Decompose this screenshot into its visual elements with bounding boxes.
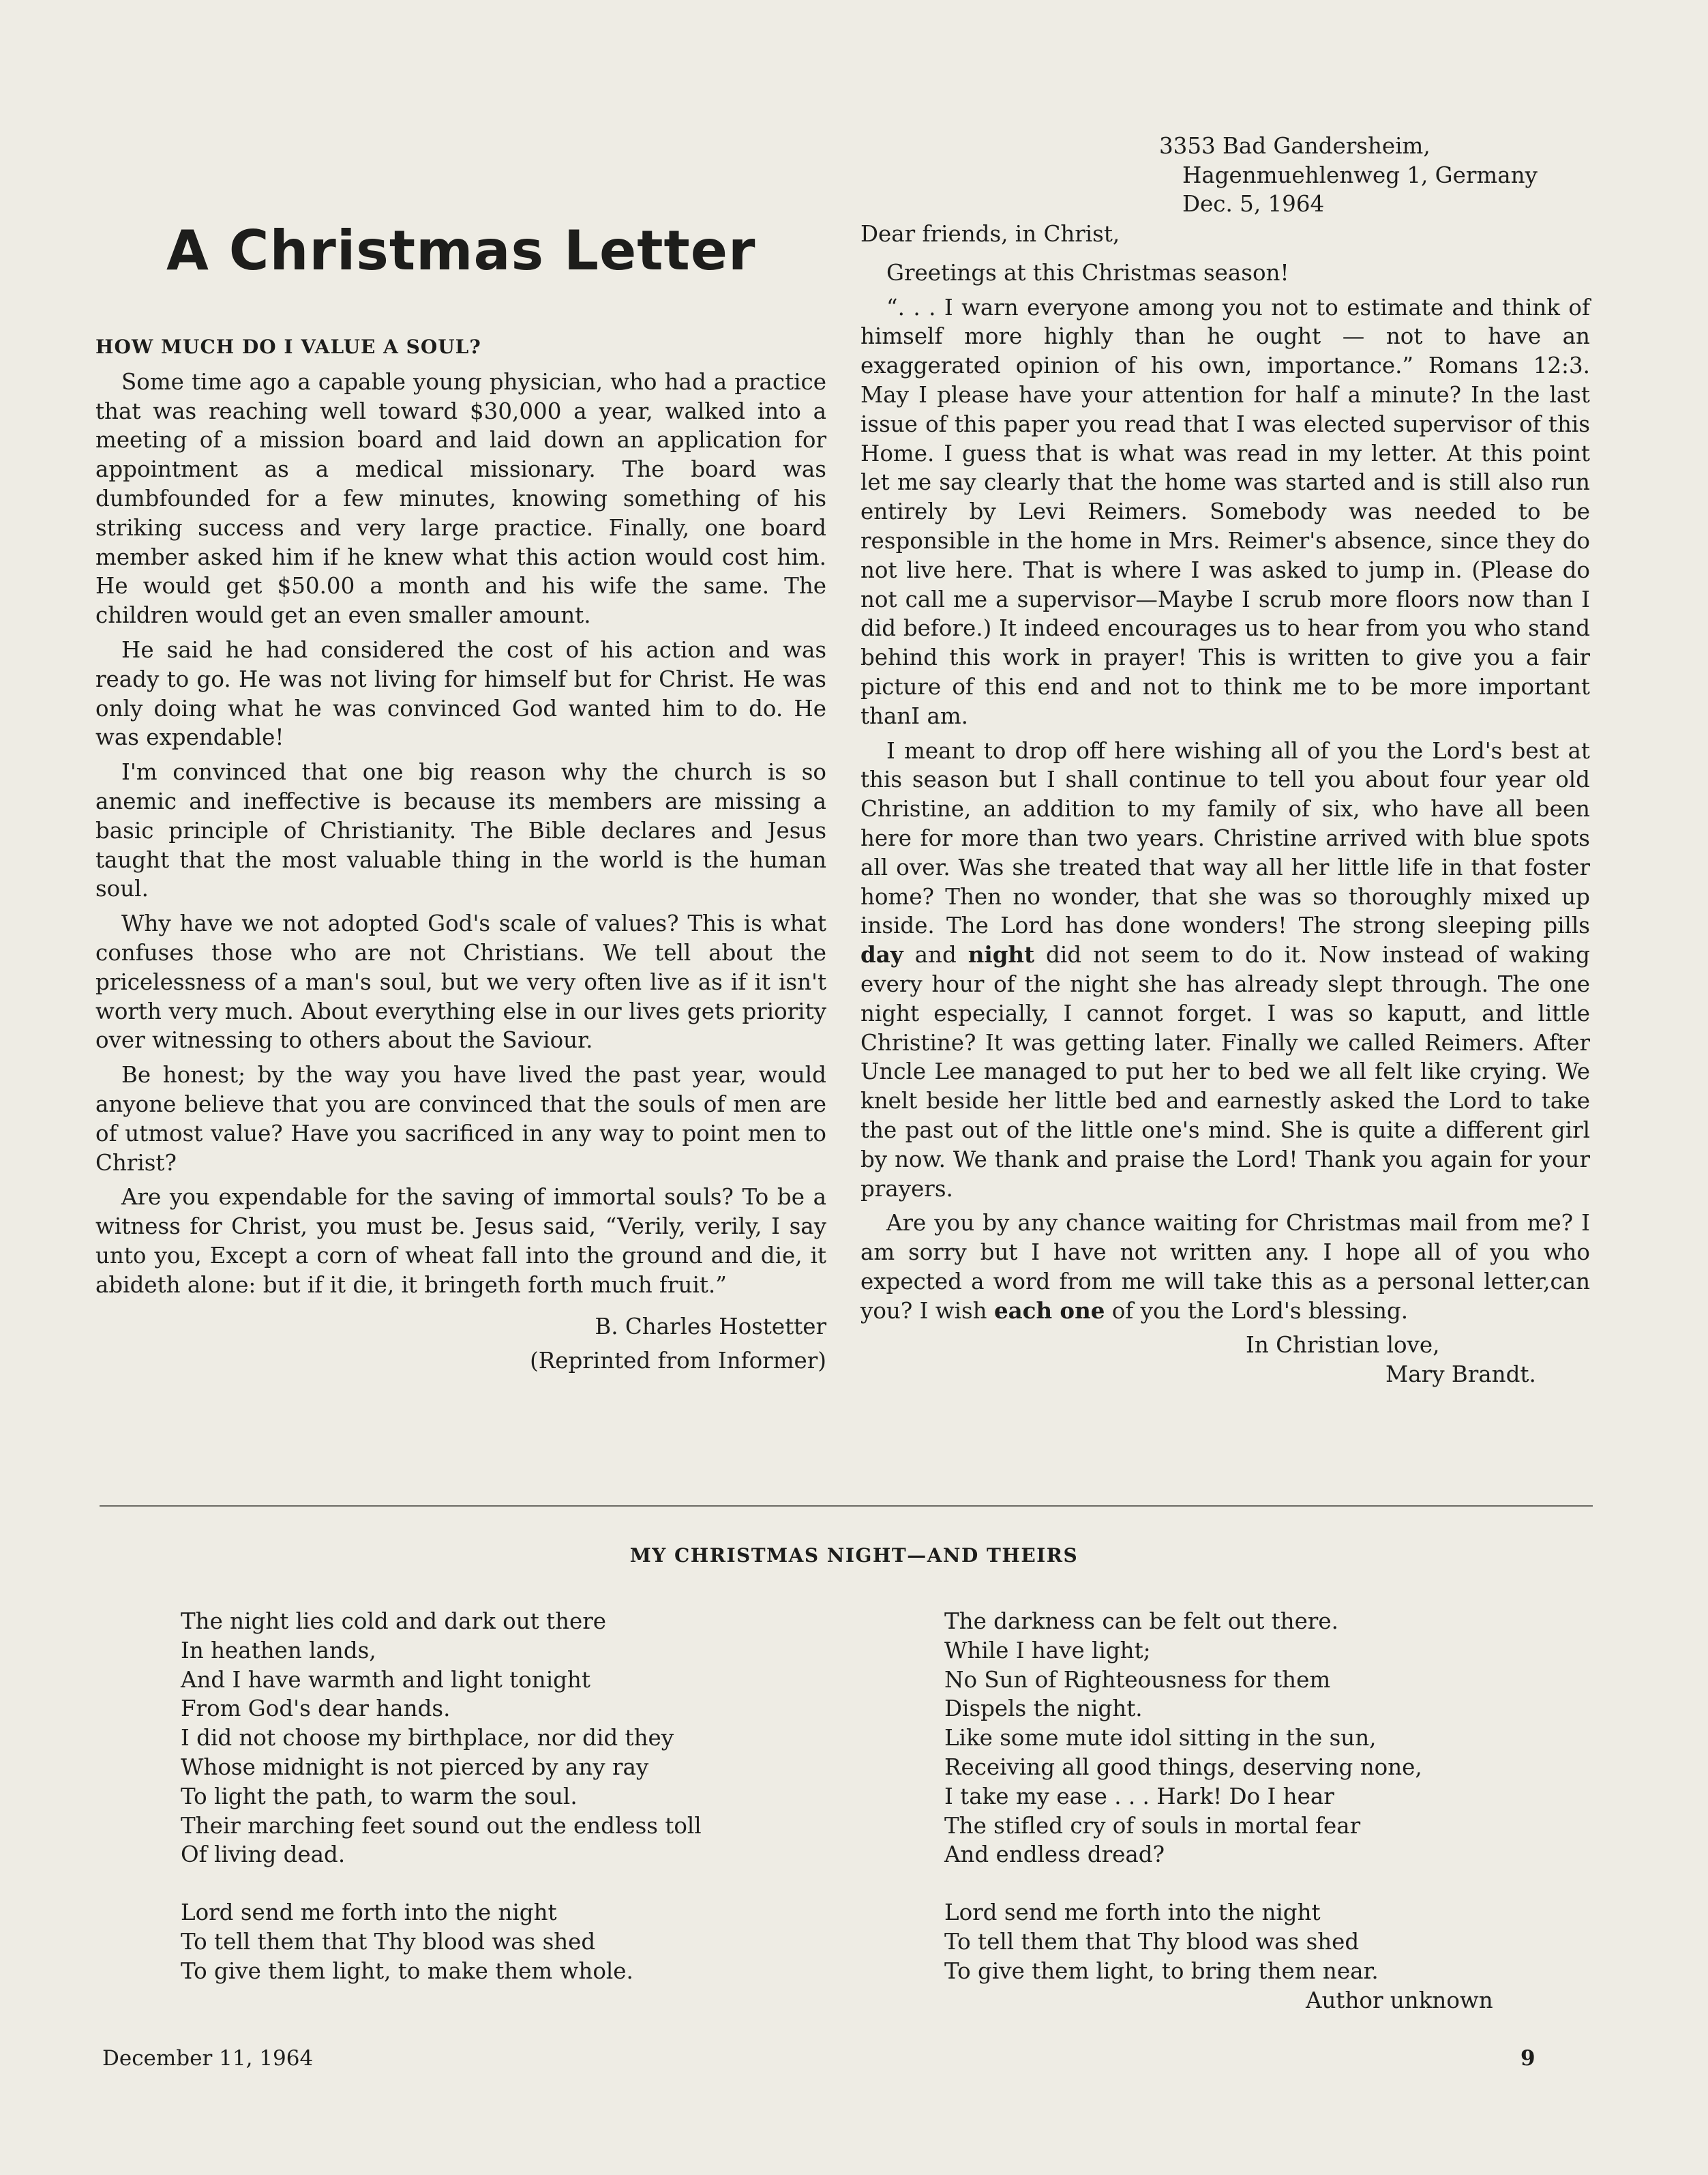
poem-line: No Sun of Righteousness for them (944, 1666, 1331, 1693)
poem-left-column (181, 1607, 794, 2015)
poem-stanza (181, 1607, 794, 1869)
poem-line: Like some mute idol sitting in the sun, (944, 1725, 1377, 1751)
poem-author: Author unknown (1306, 1987, 1493, 2013)
letter-text: Are you by any chance waiting for Christmas mail from me? I am sorry but I have not written any. I hope all of you who expected a word from me will take this as a personal letter,can you? I wish (860, 1210, 1590, 1324)
letter-closing-line: In Christian love, (1246, 1332, 1440, 1359)
poem-line: The night lies cold and dark out there (181, 1608, 607, 1634)
poem-line: The darkness can be felt out there. (944, 1608, 1338, 1634)
poem-line: The stifled cry of souls in mortal fear (944, 1812, 1361, 1839)
poem-stanza (944, 1607, 1558, 1869)
poem-line: I take my ease . . . Hark! Do I hear (944, 1783, 1334, 1809)
letter-address (1159, 132, 1595, 219)
poem-line: To light the path, to warm the soul. (181, 1783, 578, 1809)
poem-title: MY CHRISTMAS NIGHT—AND THEIRS (629, 1544, 1079, 1567)
letter-text: of you the Lord's blessing. (1105, 1297, 1409, 1324)
article-subhead: HOW MUCH DO I VALUE A SOUL? (95, 336, 481, 358)
letter-paragraph: “. . . I warn everyone among you not to estimate and think of himself more highly than he ought — not to have an exaggerated opinion of his own, importance.” Romans 12:3. May I please have your attention for half a minute? In the last issue of this paper you read that I was elected supervisor of this Home. I guess that is what was read in my letter. At this point let me say clearly that the home was started and is still also run entirely by Levi Reimers. Somebody was needed to be responsible in the home in Mrs. Reimer's absence, since they do not live here. That is where I was asked to jump in. (Please do not call me a supervisor—Maybe I scrub more floors now than I did before.) It indeed encourages us to hear from you who stand behind this work in prayer! This is written to give you a fair picture of this end and not to think me to be more important thanI am. (860, 294, 1590, 729)
letter-signature: Mary Brandt. (1385, 1361, 1536, 1388)
letter-closing (860, 1331, 1590, 1389)
poem-line: Of living dead. (181, 1841, 346, 1868)
letter-emphasis: day (860, 941, 903, 968)
article-paragraph: Some time ago a capable young physician, who had a practice that was reaching well toward $30,000 a year, walked into a meeting of a mission board and laid down an application for appointment as a medical missionary. The board was dumbfounded for a few minutes, knowing something of his striking success and very large practice. Finally, one board member asked him if he knew what this action would cost him. He would get $50.00 a month and his wife the same. The children would get an even smaller amount. (95, 368, 826, 629)
poem-line: And I have warmth and light tonight (181, 1666, 590, 1693)
poem-right-column (944, 1607, 1558, 2015)
article-paragraph: Are you expendable for the saving of immortal souls? To be a witness for Christ, you must be. Jesus said, “Verily, verily, I say unto you, Except a corn of wheat fall into the ground and die, it abideth alone: but if it die, it bringeth forth much fruit.” (95, 1184, 826, 1298)
letter-salutation: Dear friends, in Christ, (860, 221, 1120, 247)
poem-stanza (181, 1898, 794, 1985)
article-paragraph: Be honest; by the way you have lived the past year, would anyone believe that you are convinced that the souls of men are of utmost value? Have you sacrificed in any way to point men to Christ? (95, 1062, 826, 1176)
letter-text: and (903, 942, 968, 968)
article-column (95, 333, 826, 1381)
poem-line: To give them light, to make them whole. (181, 1957, 633, 1984)
letter-date: Dec. 5, 1964 (1182, 191, 1325, 217)
article-paragraph: I'm convinced that one big reason why the church is so anemic and ineffective is because its members are missing a basic principle of Christianity. The Bible declares and Jesus taught that the most valuable thing in the world is the human soul. (95, 759, 826, 902)
poem-line: To tell them that Thy blood was shed (944, 1928, 1360, 1955)
poem-line: Their marching feet sound out the endless toll (181, 1812, 702, 1839)
poem-line: Dispels the night. (944, 1696, 1143, 1722)
article-paragraph: Why have we not adopted God's scale of values? This is what confuses those who are not Christians. We tell about the pricelessness of a man's soul, but we very often live as if it isn't worth very much. About everything else in our lives gets priority over witnessing to others about the Saviour. (95, 911, 826, 1054)
letter-paragraph: Greetings at this Christmas season! (886, 259, 1289, 286)
poem-line: I did not choose my birthplace, nor did they (181, 1725, 674, 1751)
section-divider (100, 1505, 1593, 1507)
article-signature-source: (Reprinted from Informer) (530, 1348, 826, 1374)
article-signature-name: B. Charles Hostetter (595, 1313, 826, 1340)
poem-line: Receiving all good things, deserving none, (944, 1754, 1422, 1780)
poem-line: To give them light, to bring them near. (944, 1957, 1379, 1984)
letter-column (860, 220, 1590, 1395)
poem-line: Lord send me forth into the night (181, 1899, 557, 1926)
footer-date: December 11, 1964 (102, 2046, 314, 2071)
address-line: 3353 Bad Gandersheim, (1159, 133, 1430, 159)
poem-line: In heathen lands, (181, 1637, 376, 1663)
poem-line: From God's dear hands. (181, 1696, 451, 1722)
poem-line: To tell them that Thy blood was shed (181, 1928, 596, 1955)
page-number: 9 (1520, 2046, 1535, 2071)
letter-emphasis: night (968, 941, 1035, 968)
letter-paragraph (860, 737, 1590, 1204)
article-paragraph: He said he had considered the cost of his action and was ready to go. He was not living for himself but for Christ. He was only doing what he was convinced God wanted him to do. He was expendable! (95, 636, 826, 751)
article-title: A Christmas Letter (166, 219, 756, 282)
poem-line: Lord send me forth into the night (944, 1899, 1321, 1926)
poem-stanza (944, 1898, 1558, 1985)
letter-text: did not seem to do it. Now instead of waking every hour of the night she has already slept through. The one night especially, I cannot forget. I was so kaputt, and little Christine? It was getting later. Finally we called Reimers. After Uncle Lee managed to put her to bed we all felt like crying. We knelt beside her little bed and earnestly asked the Lord to take the past out of the little one's mind. She is quite a different girl by now. We thank and praise the Lord! Thank you again for your prayers. (860, 942, 1590, 1202)
letter-emphasis: each one (993, 1297, 1105, 1324)
poem-line: Whose midnight is not pierced by any ray (181, 1754, 649, 1780)
letter-paragraph (860, 1209, 1590, 1325)
letter-text: I meant to drop off here wishing all of you the Lord's best at this season but I shall continue to tell you about four year old Christine, an addition to my family of six, who have all been here for more than two years. Christine arrived with blue spots all over. Was she treated that way all her little life in that foster home? Then no wonder, that she was so thoroughly mixed up inside. The Lord has done wonders! The strong sleeping pills (860, 737, 1590, 939)
poem-line: And endless dread? (944, 1841, 1165, 1868)
address-line: Hagenmuehlenweg 1, Germany (1182, 162, 1538, 188)
poem-line: While I have light; (944, 1637, 1151, 1663)
